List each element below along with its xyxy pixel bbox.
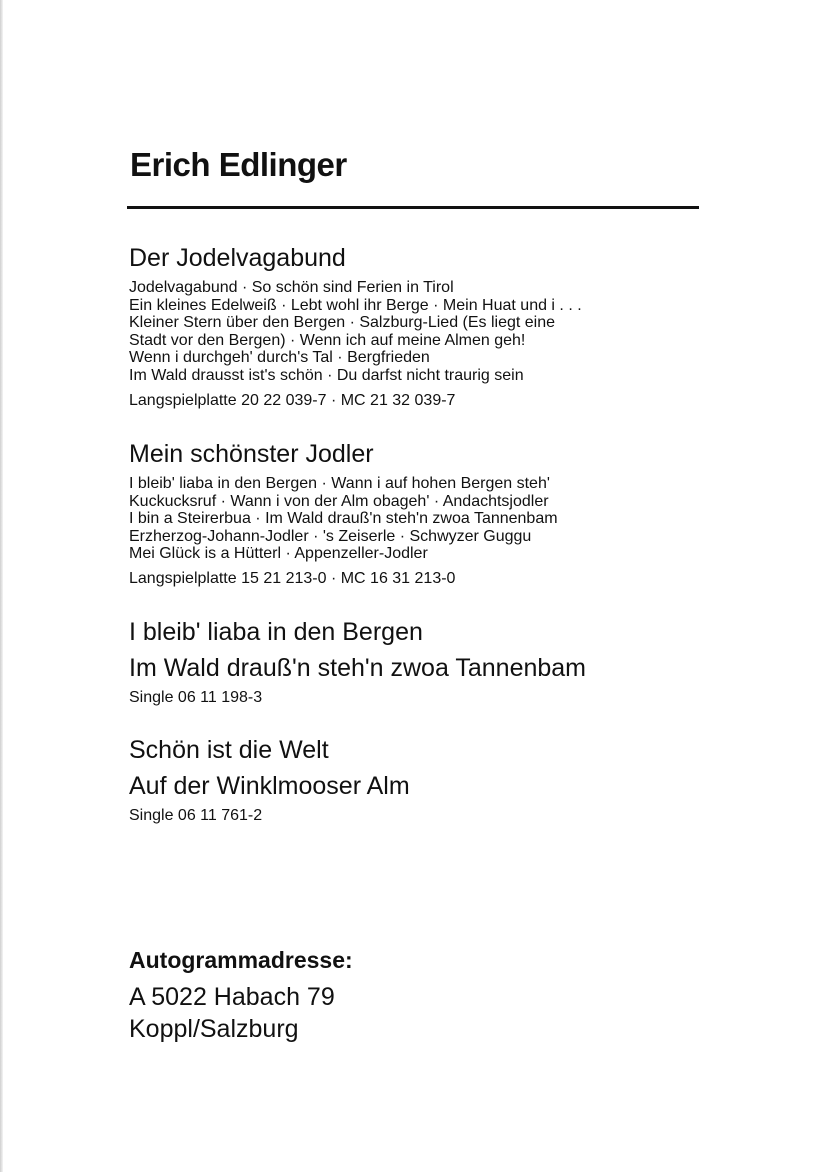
single-a-side: I bleib' liaba in den Bergen bbox=[129, 618, 423, 646]
single-b-side: Auf der Winklmooser Alm bbox=[129, 772, 410, 800]
album-title: Mein schönster Jodler bbox=[129, 440, 374, 468]
track-line: Stadt vor den Bergen) · Wenn ich auf meine Almen geh! bbox=[129, 331, 526, 349]
single-a-side: Schön ist die Welt bbox=[129, 736, 329, 764]
address-line-1: A 5022 Habach 79 bbox=[129, 983, 335, 1011]
catalog-number: Langspielplatte 15 21 213-0 · MC 16 31 213-0 bbox=[129, 569, 456, 587]
single-b-side: Im Wald drauß'n steh'n zwoa Tannenbam bbox=[129, 654, 587, 682]
single-1 bbox=[129, 614, 586, 708]
track-line: Im Wald drausst ist's schön · Du darfst nicht traurig sein bbox=[129, 366, 524, 384]
track-line: Kuckucksruf · Wann i von der Alm obageh' · Andachtsjodler bbox=[129, 492, 549, 510]
album-der-jodelvagabund bbox=[129, 243, 582, 411]
address-heading: Autogrammadresse: bbox=[129, 947, 353, 973]
track-line: Kleiner Stern über den Bergen · Salzburg-Lied (Es liegt eine bbox=[129, 314, 556, 332]
catalog-number: Single 06 11 198-3 bbox=[129, 689, 263, 706]
autograph-address bbox=[129, 945, 353, 1045]
artist-name: Erich Edlinger bbox=[130, 146, 347, 183]
catalog-number: Langspielplatte 20 22 039-7 · MC 21 32 039-7 bbox=[129, 391, 456, 409]
track-line: Wenn i durchgeh' durch's Tal · Bergfrieden bbox=[129, 349, 430, 367]
track-line: Mei Glück is a Hütterl · Appenzeller-Jodler bbox=[129, 545, 428, 563]
track-line: Ein kleines Edelweiß · Lebt wohl ihr Berge · Mein Huat und i . . . bbox=[129, 296, 582, 314]
track-line: Erzherzog-Johann-Jodler · 's Zeiserle · Schwyzer Guggu bbox=[129, 527, 532, 545]
album-title: Der Jodelvagabund bbox=[129, 244, 346, 272]
page-edge bbox=[0, 0, 3, 1172]
track-line: Jodelvagabund · So schön sind Ferien in Tirol bbox=[129, 279, 454, 296]
track-list bbox=[129, 279, 582, 385]
single-2 bbox=[129, 732, 410, 826]
track-line: I bin a Steirerbua · Im Wald drauß'n steh'n zwoa Tannenbam bbox=[129, 510, 558, 528]
catalog-number: Single 06 11 761-2 bbox=[129, 807, 263, 824]
track-line: I bleib' liaba in den Bergen · Wann i auf hohen Bergen steh' bbox=[129, 475, 550, 492]
title-rule bbox=[127, 206, 699, 209]
address-line-2: Koppl/Salzburg bbox=[129, 1015, 299, 1043]
track-list bbox=[129, 475, 558, 563]
album-mein-schoenster-jodler bbox=[129, 439, 558, 589]
